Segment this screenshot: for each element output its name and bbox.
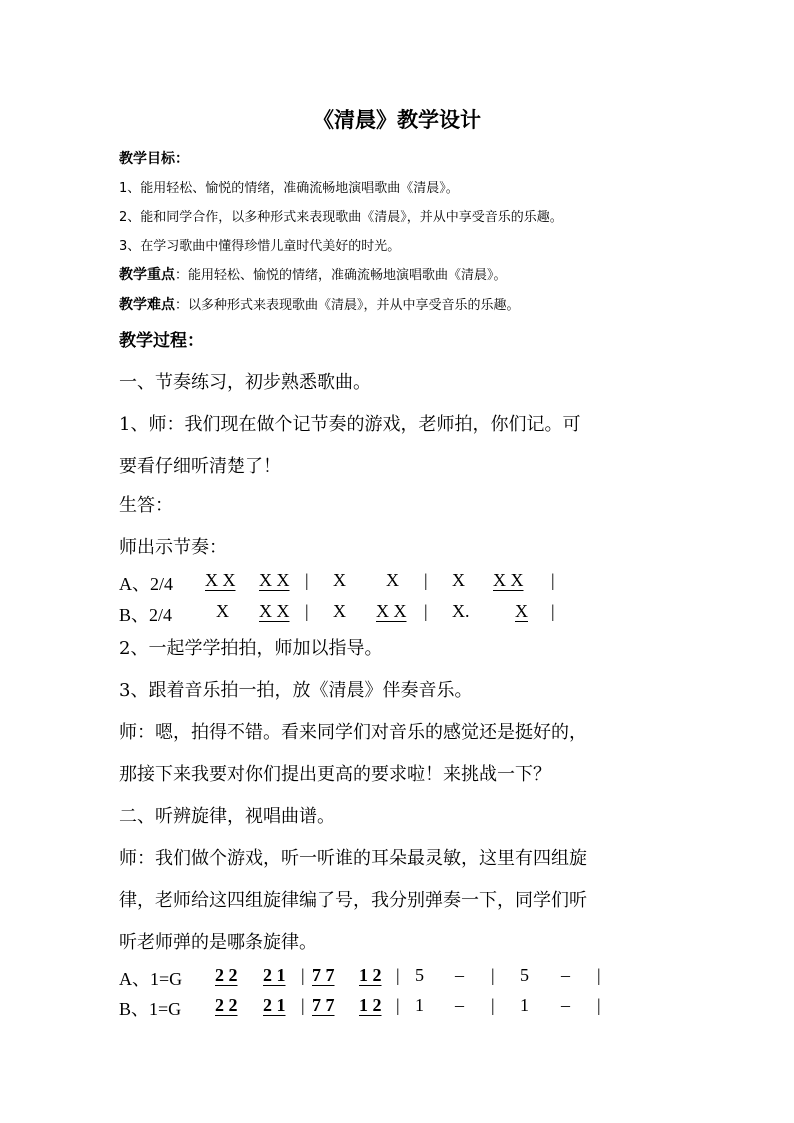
- rhythm-b-note: X X: [376, 601, 407, 621]
- melody-a-note: 5: [520, 965, 529, 985]
- paragraph3-line3: 听老师弹的是哪条旋律。: [119, 932, 317, 953]
- paragraph2-line2: 那接下来我要对你们提出更高的要求啦！来挑战一下？: [119, 764, 551, 785]
- rhythm-a-note: X: [333, 570, 346, 590]
- melody-a-note: 7 7: [312, 965, 335, 985]
- key-point-line: [119, 264, 507, 284]
- student-answer: 生答：: [119, 495, 173, 516]
- melody-b-note: 2 1: [263, 995, 286, 1015]
- rhythm-b-note: X: [515, 601, 528, 621]
- rhythm-b-note: X.: [452, 601, 470, 621]
- document-title: 《清晨》教学设计: [313, 107, 481, 132]
- teacher-shows-rhythm: 师出示节奏：: [119, 537, 227, 558]
- melody-b-dash: –: [455, 995, 464, 1015]
- rhythm-a-note: X X: [493, 570, 524, 590]
- key-point-label: 教学重点: [119, 267, 175, 283]
- melody-a-barline: |: [301, 965, 305, 985]
- melody-a-note: 2 1: [263, 965, 286, 985]
- rhythm-b-note: X: [333, 601, 346, 621]
- melody-b-barline: |: [396, 995, 400, 1015]
- melody-a-note: 5: [415, 965, 424, 985]
- goal-item-1: 1、能用轻松、愉悦的情绪，准确流畅地演唱歌曲《清晨》。: [119, 181, 459, 196]
- melody-a-barline: |: [597, 965, 601, 985]
- goal-item-2: 2、能和同学合作，以多种形式来表现歌曲《清晨》，并从中享受音乐的乐趣。: [119, 210, 563, 225]
- rhythm-b-label: B、2/4: [119, 605, 173, 625]
- rhythm-b-barline: |: [424, 601, 428, 621]
- paragraph1-line2: 要看仔细听清楚了！: [119, 456, 281, 477]
- step-2: 2、一起学学拍拍，师加以指导。: [119, 638, 383, 659]
- goal-item-3: 3、在学习歌曲中懂得珍惜儿童时代美好的时光。: [119, 239, 401, 254]
- rhythm-a-barline: |: [551, 570, 555, 590]
- rhythm-b-barline: |: [305, 601, 309, 621]
- section1-title: 一、节奏练习，初步熟悉歌曲。: [119, 372, 371, 393]
- rhythm-b-note: X: [216, 601, 229, 621]
- rhythm-a-note: X: [386, 570, 399, 590]
- paragraph3-line2: 律，老师给这四组旋律编了号，我分别弹奏一下，同学们听: [119, 890, 587, 911]
- melody-b-note: 1: [415, 995, 424, 1015]
- rhythm-a-barline: |: [305, 570, 309, 590]
- difficulty-line: [119, 294, 520, 314]
- difficulty-label: 教学难点: [119, 297, 175, 313]
- rhythm-a-note: X X: [205, 570, 236, 590]
- section2-title: 二、听辨旋律，视唱曲谱。: [119, 806, 335, 827]
- melody-a-note: 2 2: [215, 965, 238, 985]
- process-heading: 教学过程：: [119, 331, 204, 351]
- rhythm-a-note: X: [452, 570, 465, 590]
- melody-b-barline: |: [597, 995, 601, 1015]
- goals-heading: 教学目标：: [119, 151, 189, 167]
- rhythm-a-note: X X: [259, 570, 290, 590]
- difficulty-text: ：以多种形式来表现歌曲《清晨》，并从中享受音乐的乐趣。: [175, 298, 520, 313]
- step-3: 3、跟着音乐拍一拍，放《清晨》伴奏音乐。: [119, 680, 473, 701]
- melody-a-dash: –: [455, 965, 464, 985]
- melody-a-barline: |: [491, 965, 495, 985]
- melody-a-barline: |: [396, 965, 400, 985]
- melody-b-note: 7 7: [312, 995, 335, 1015]
- melody-a-note: 1 2: [359, 965, 382, 985]
- melody-b-note: 1 2: [359, 995, 382, 1015]
- paragraph2-line1: 师：嗯，拍得不错。看来同学们对音乐的感觉还是挺好的，: [119, 722, 587, 743]
- melody-b-dash: –: [561, 995, 570, 1015]
- key-point-text: ：能用轻松、愉悦的情绪，准确流畅地演唱歌曲《清晨》。: [175, 268, 507, 283]
- melody-b-note: 1: [520, 995, 529, 1015]
- melody-b-barline: |: [301, 995, 305, 1015]
- melody-b-barline: |: [491, 995, 495, 1015]
- melody-a-label: A、1=G: [119, 969, 183, 989]
- paragraph3-line1: 师：我们做个游戏，听一听谁的耳朵最灵敏，这里有四组旋: [119, 848, 587, 869]
- rhythm-a-label: A、2/4: [119, 574, 173, 594]
- rhythm-b-note: X X: [259, 601, 290, 621]
- melody-b-label: B、1=G: [119, 999, 182, 1019]
- melody-b-note: 2 2: [215, 995, 238, 1015]
- rhythm-b-barline: |: [551, 601, 555, 621]
- paragraph1-line1: 1、师：我们现在做个记节奏的游戏，老师拍，你们记。可: [119, 414, 581, 435]
- melody-a-dash: –: [561, 965, 570, 985]
- rhythm-a-barline: |: [424, 570, 428, 590]
